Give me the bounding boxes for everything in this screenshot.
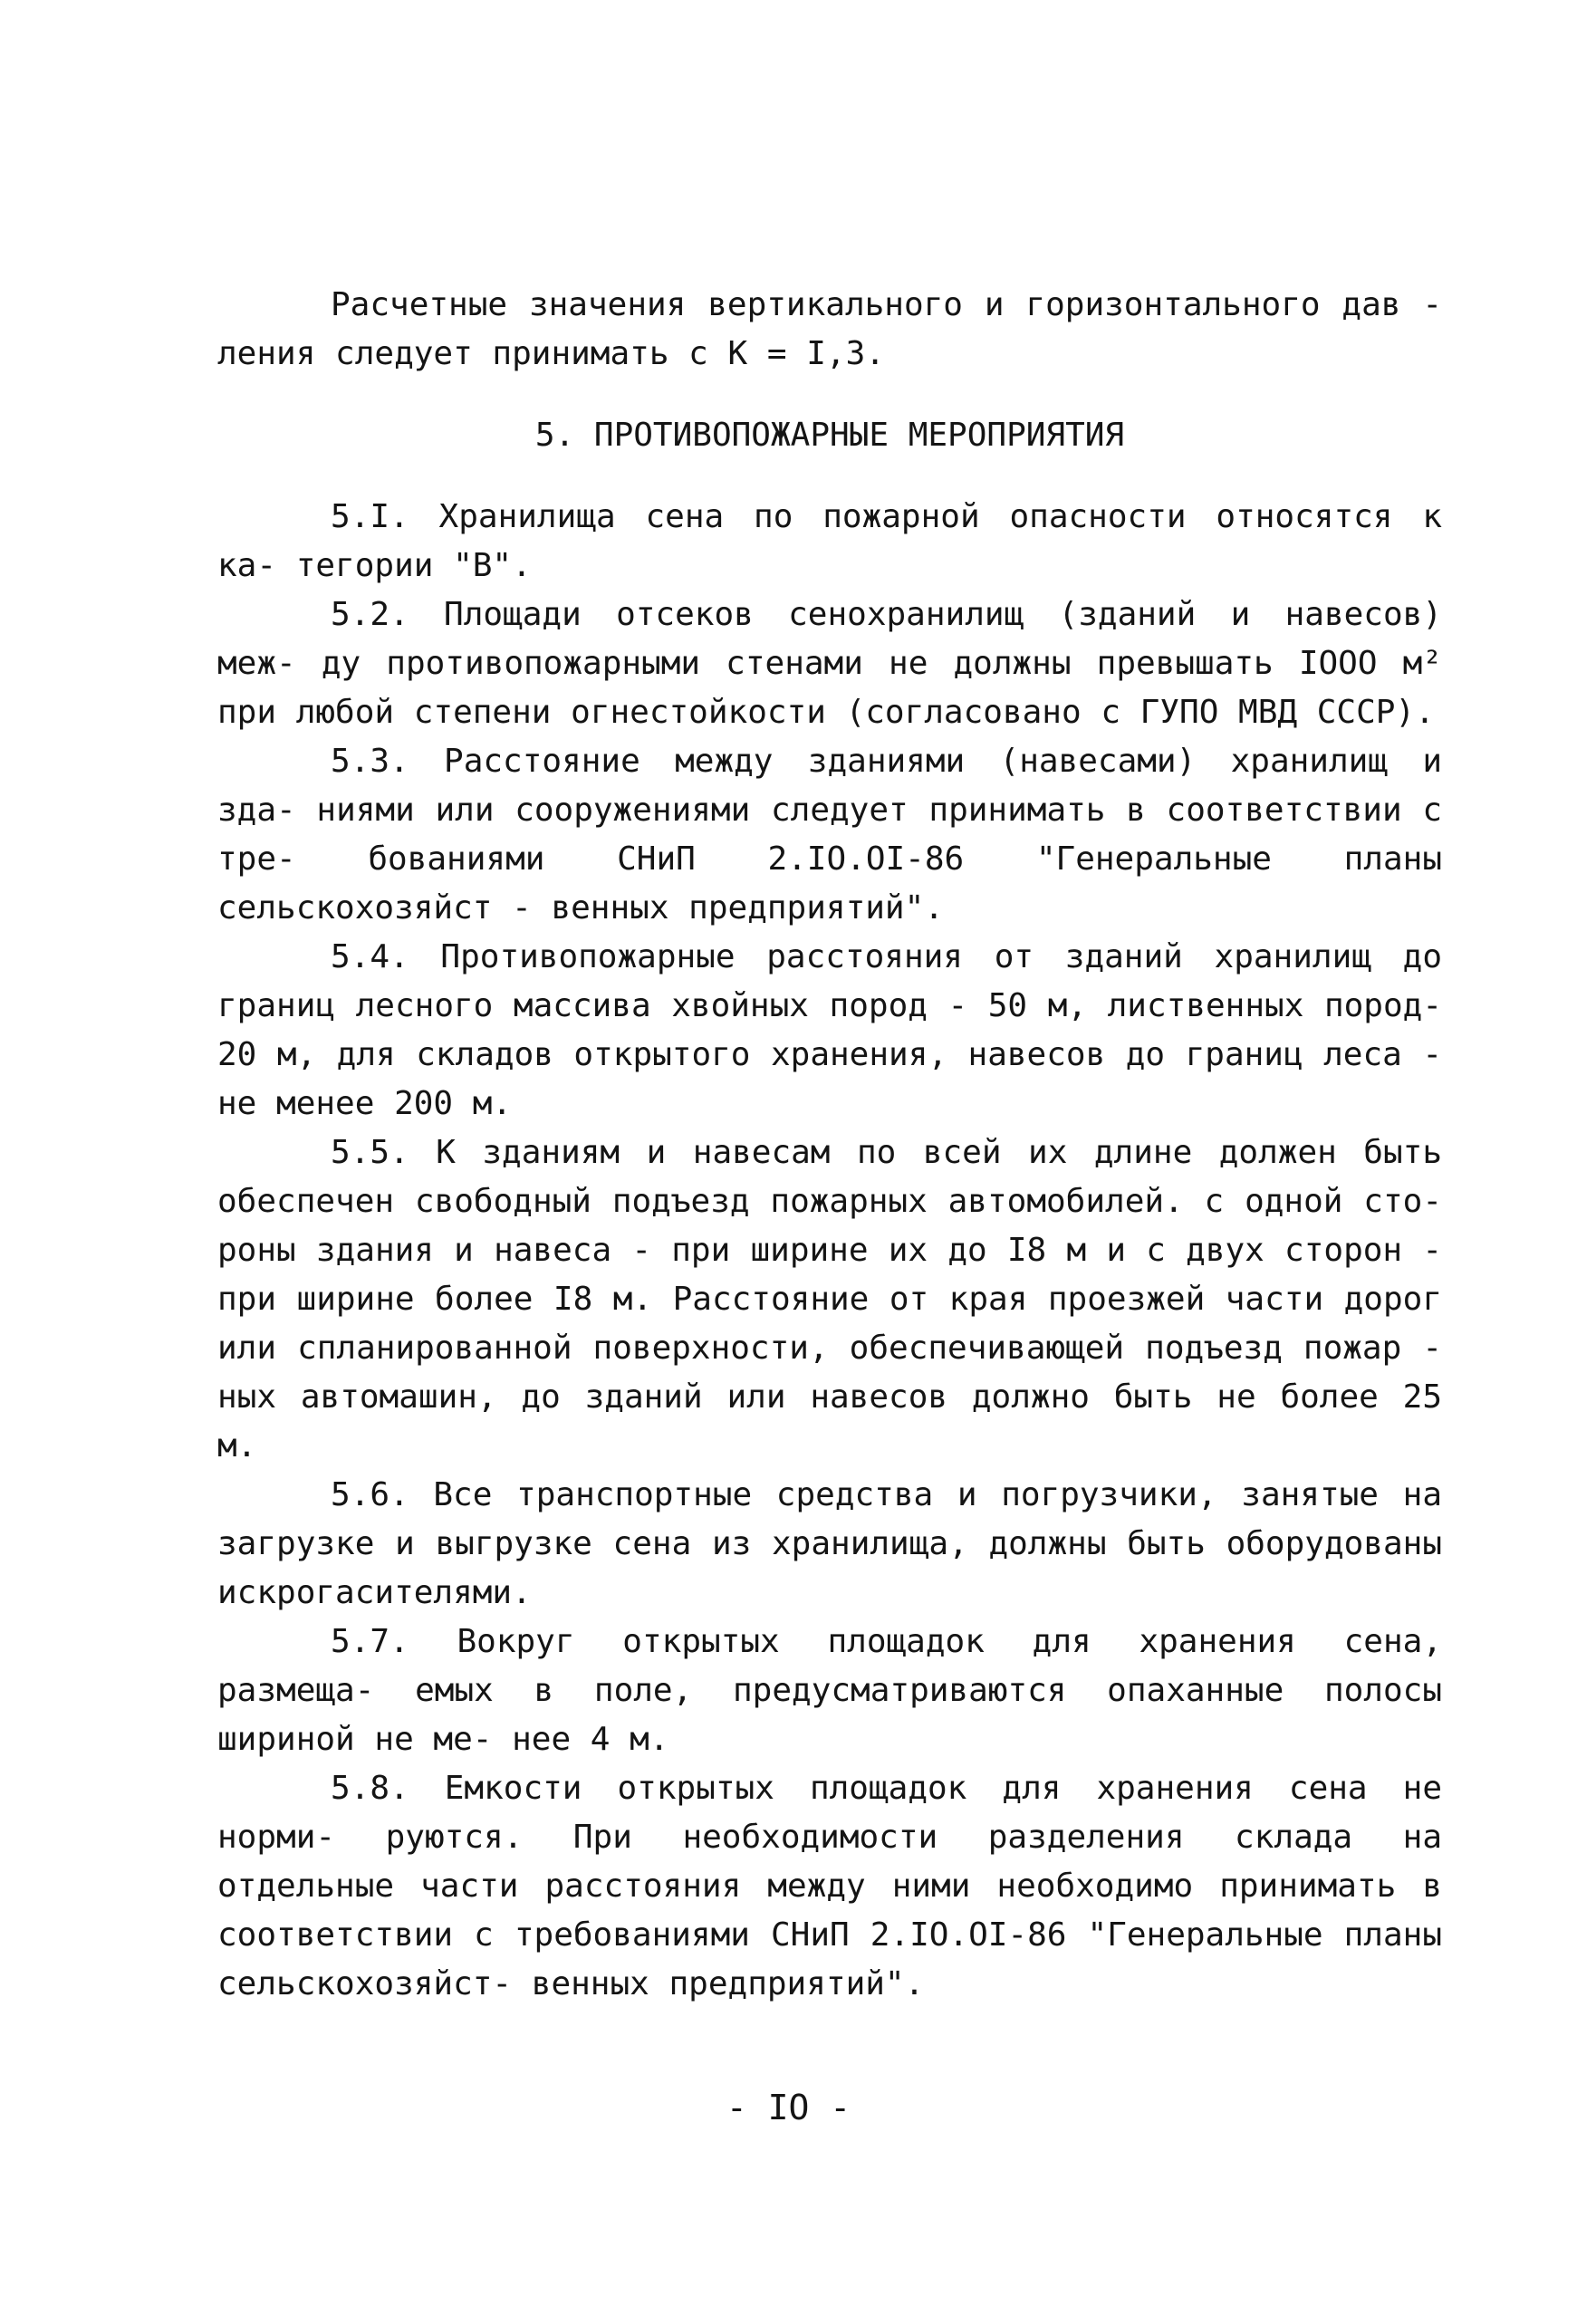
paragraph-5-4: 5.4. Противопожарные расстояния от зданий хранилищ до границ лесного массива хвойных пород - 50 м, лиственных пород- 20 м, для складов открытого хранения, навесов до границ леса - не менее 200 м. <box>217 938 1442 1122</box>
paragraph-5-3: 5.3. Расстояние между зданиями (навесами) хранилищ и зда- ниями или сооружениями следует принимать в соответствии с тре- бованиями СНиП 2.IO.OI-86 "Генеральные планы сельскохозяйст - венных предприятий". <box>217 743 1442 927</box>
paragraph-5-1: 5.I. Хранилища сена по пожарной опасности относятся к ка- тегории "В". <box>217 498 1442 584</box>
paragraph-5-6: 5.6. Все транспортные средства и погрузчики, занятые на загрузке и выгрузке сена из хранилища, должны быть оборудованы искрогасителями. <box>217 1476 1442 1611</box>
page-number: - IO - <box>726 2088 851 2127</box>
text-column <box>217 281 1442 2009</box>
paragraph-5-5: 5.5. К зданиям и навесам по всей их длине должен быть обеспечен свободный подъезд пожарных автомобилей. с одной сто- роны здания и навеса - при ширине их до I8 м и с двух сторон - при ширине более I8 м. Расстояние от края проезжей части дорог или спланированной поверхности, обеспечивающей подъезд пожар - ных автомашин, до зданий или навесов должно быть не более 25 м. <box>217 1134 1442 1465</box>
paragraph-5-8: 5.8. Емкости открытых площадок для хранения сена не норми- руются. При необходимости разделения склада на отдельные части расстояния между ними необходимо принимать в соответствии с требованиями СНиП 2.IO.OI-86 "Генеральные планы сельскохозяйст- венных предприятий". <box>217 1770 1442 2002</box>
paragraph-5-7: 5.7. Вокруг открытых площадок для хранения сена, размеща- емых в поле, предусматриваются опаханные полосы шириной не ме- нее 4 м. <box>217 1623 1442 1758</box>
paragraph-5-2: 5.2. Площади отсеков сенохранилищ (зданий и навесов) меж- ду противопожарными стенами не должны превышать IOOO м² при любой степени огнестойкости (согласовано с ГУПО МВД СССР). <box>217 596 1442 731</box>
section-heading: 5. ПРОТИВОПОЖАРНЫЕ МЕРОПРИЯТИЯ <box>534 417 1125 454</box>
intro-paragraph: Расчетные значения вертикального и горизонтального дав - ления следует принимать с К = I,3. <box>217 286 1442 372</box>
